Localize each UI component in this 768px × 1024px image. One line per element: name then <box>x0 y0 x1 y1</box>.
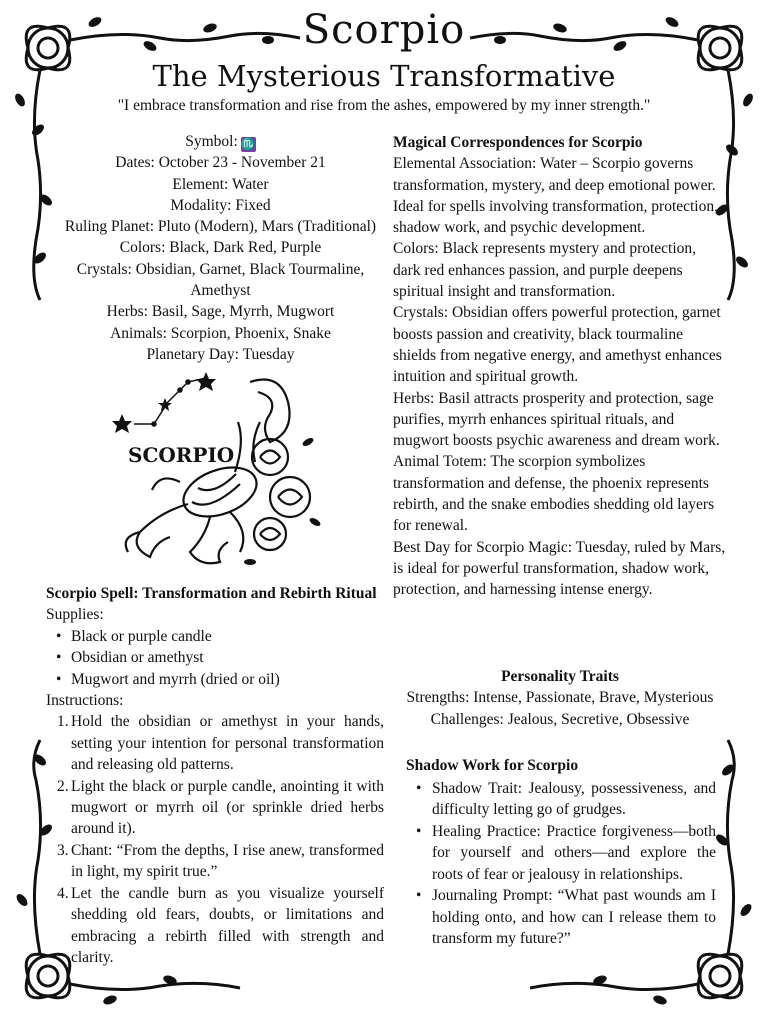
element-fact: Element: Water <box>172 175 269 193</box>
herbs-fact: Herbs: Basil, Sage, Myrrh, Mugwort <box>106 303 335 321</box>
best-day: Best Day for Scorpio Magic: Tuesday, ruled by Mars, is ideal for powerful transformation, shadow work, protection, and harnessing intense energy. <box>393 538 726 599</box>
crystals-fact: Crystals: Obsidian, Garnet, Black Tourmaline, Amethyst <box>76 260 365 300</box>
zodiac-facts <box>48 131 393 365</box>
correspondences-heading: Magical Correspondences for Scorpio <box>393 134 643 151</box>
spell-heading: Scorpio Spell: Transformation and Rebirth Ritual <box>46 585 377 602</box>
colors-correspondence: Colors: Black represents mystery and protection, dark red enhances passion, and purple deepens spiritual insight and transformation. <box>393 240 697 301</box>
colors-fact: Colors: Black, Dark Red, Purple <box>119 239 322 257</box>
strengths: Strengths: Intense, Passionate, Brave, Mysterious <box>406 689 714 707</box>
crystals-correspondence: Crystals: Obsidian offers powerful protection, garnet boosts passion and creativity, black tourmaline shields from negative energy, and amethyst enhances intuition and spiritual growth. <box>393 304 722 386</box>
scorpio-glyph-icon: ♏ <box>240 137 256 151</box>
modality-fact: Modality: Fixed <box>170 196 271 214</box>
step-text: Hold the obsidian or amethyst in your hands, setting your intention for personal transformation and releasing old patterns. <box>71 713 384 774</box>
spell-section <box>46 583 384 968</box>
dates-fact: Dates: October 23 - November 21 <box>115 154 326 172</box>
magical-correspondences <box>393 132 727 601</box>
illustration-label: SCORPIO <box>128 443 235 467</box>
symbol-line <box>48 131 393 152</box>
list-item: • Black or purple candle <box>71 626 384 647</box>
list-item: • Journaling Prompt: “What past wounds am I holding onto, and how can I release them to transform my future?” <box>432 885 716 950</box>
challenges: Challenges: Jealous, Secretive, Obsessive <box>430 710 690 728</box>
list-item <box>46 840 384 883</box>
planetary-day-fact: Planetary Day: Tuesday <box>146 345 295 363</box>
list-item <box>46 883 384 969</box>
affirmation-quote: "I embrace transformation and rise from the ashes, empowered by my inner strength." <box>117 97 651 114</box>
animals-fact: Animals: Scorpion, Phoenix, Snake <box>110 324 331 342</box>
animal-totem: Animal Totem: The scorpion symbolizes transformation and defense, the phoenix represents rebirth, and the snake embodies shedding old layers for renewal. <box>393 453 715 535</box>
step-number: 2. <box>57 777 69 795</box>
list-item <box>46 711 384 775</box>
shadow-work-heading: Shadow Work for Scorpio <box>406 757 579 774</box>
constellation-icon <box>112 372 216 433</box>
ruling-planet-fact: Ruling Planet: Pluto (Modern), Mars (Traditional) <box>64 218 377 236</box>
list-item: • Healing Practice: Practice forgiveness—both for yourself and others—and explore the roots of fear or jealousy in relationships. <box>432 821 716 886</box>
step-number: 1. <box>57 713 69 731</box>
personality-traits <box>393 666 727 730</box>
page-title: Scorpio <box>302 7 466 53</box>
list-item: • Mugwort and myrrh (dried or oil) <box>71 669 384 690</box>
list-item <box>46 776 384 840</box>
step-text: Let the candle burn as you visualize yourself shedding old fears, doubts, or limitations and embracing a rebirth filled with strength and clarity. <box>71 884 384 966</box>
page-subtitle: The Mysterious Transformative <box>152 59 616 93</box>
list-item: • Shadow Trait: Jealousy, possessiveness, and difficulty letting go of grudges. <box>432 778 716 821</box>
elemental-association: Elemental Association: Water – Scorpio governs transformation, mystery, and deep emotional power. Ideal for spells involving transformation, protection, shadow work, and psychic development. <box>393 155 718 237</box>
step-text: Chant: “From the depths, I rise anew, transformed in light, my spirit true.” <box>71 841 384 881</box>
instructions-label: Instructions: <box>46 692 124 710</box>
personality-heading: Personality Traits <box>501 668 619 685</box>
supplies-list <box>46 626 384 690</box>
instructions-list <box>46 711 384 968</box>
step-number: 3. <box>57 841 69 859</box>
shadow-work-list <box>406 778 716 950</box>
shadow-work-section <box>406 755 716 950</box>
symbol-label: Symbol: <box>185 133 238 150</box>
scorpion-illustration <box>110 362 330 577</box>
step-text: Light the black or purple candle, anointing it with mugwort or myrrh oil (or sprinkle dried herbs around it). <box>71 777 384 838</box>
list-item: • Obsidian or amethyst <box>71 647 384 668</box>
step-number: 4. <box>57 884 69 902</box>
supplies-label: Supplies: <box>46 606 104 624</box>
herbs-correspondence: Herbs: Basil attracts prosperity and protection, sage purifies, myrrh enhances spiritual rituals, and mugwort boosts psychic awareness and dream work. <box>393 389 720 450</box>
